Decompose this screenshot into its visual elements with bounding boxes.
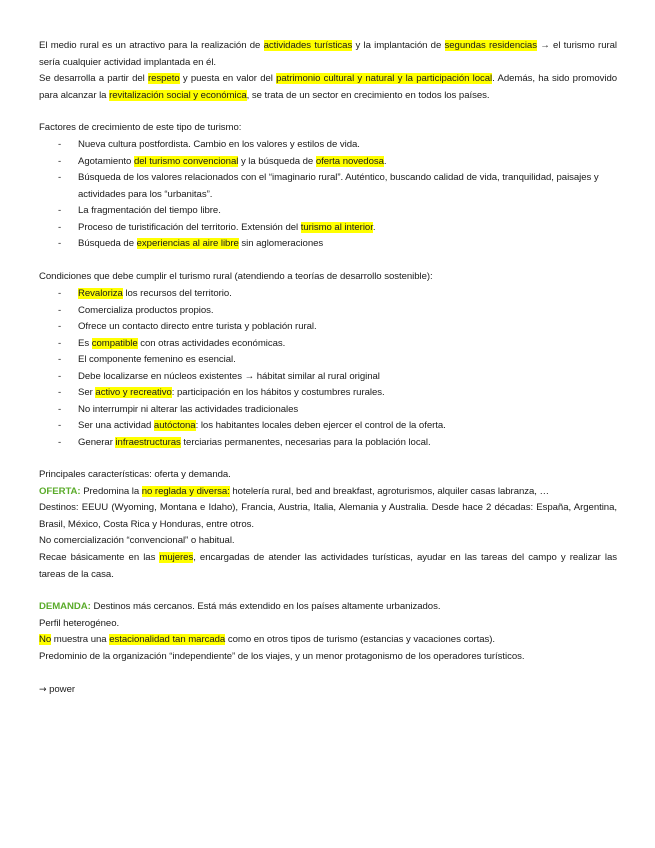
list-item <box>58 154 618 171</box>
list-item <box>58 203 618 220</box>
highlighted-text: infraestructuras <box>115 436 181 448</box>
highlighted-text: estacionalidad tan marcada <box>109 634 226 645</box>
list-item-text <box>78 220 618 237</box>
list-item <box>58 303 618 320</box>
text-segment: . <box>372 221 376 233</box>
text-segment: . Además, ha sido promovido para alcanzar la <box>39 73 618 101</box>
list-item-text <box>78 303 618 320</box>
oferta-line <box>81 486 550 497</box>
demanda-predominio: Predominio de la organización “independiente” de los viajes, y un menor protagonismo de los operadores turísticos. <box>39 651 525 662</box>
text-segment: La fragmentación del tiempo libre. <box>78 205 221 216</box>
highlighted-text: activo y recreativo <box>95 387 172 398</box>
text-segment: Predomina la <box>80 486 142 497</box>
bullet-dash: - <box>58 403 62 415</box>
text-segment: Ser <box>78 387 96 398</box>
text-segment: , encargadas de atender las actividades turísticas, ayudar en las tareas del campo y realizar las tareas de la casa. <box>39 552 617 580</box>
intro-paragraph-1 <box>39 38 617 71</box>
bullet-dash: - <box>58 221 62 233</box>
list-item <box>58 418 618 435</box>
text-segment: Debe localizarse en núcleos existentes → hábitat similar al rural original <box>78 370 380 382</box>
highlighted-text: Revaloriza <box>78 288 123 299</box>
arrow-right-icon: → <box>39 685 47 695</box>
highlighted-text: autóctona <box>153 420 196 431</box>
text-segment: con otras actividades económicas. <box>137 337 286 349</box>
text-segment: Ofrece un contacto directo entre turista y población rural. <box>78 321 317 332</box>
demanda-estacionalidad <box>39 632 617 649</box>
bullet-dash: - <box>58 304 62 316</box>
bullet-dash: - <box>58 370 62 382</box>
bullet-dash: - <box>58 155 62 167</box>
list-item-text <box>78 435 618 452</box>
highlighted-text: turismo al interior <box>300 221 373 233</box>
highlighted-text: patrimonio cultural y natural y la participación local <box>276 73 493 84</box>
list-item <box>58 286 618 303</box>
list-item <box>58 402 618 419</box>
factores-heading: Factores de crecimiento de este tipo de turismo: <box>39 122 242 133</box>
intro-paragraph-2 <box>39 71 617 104</box>
highlighted-text: segundas residencias <box>444 40 537 51</box>
list-item <box>58 435 618 452</box>
list-item <box>58 352 618 369</box>
text-segment: , se trata de un sector en crecimiento en todos los países. <box>246 89 490 101</box>
list-item-text <box>78 336 618 353</box>
text-segment: El medio rural es un atractivo para la realización de <box>39 40 264 51</box>
highlighted-text: respeto <box>147 73 180 84</box>
highlighted-text: mujeres <box>159 552 194 563</box>
highlighted-text: no reglada y diversa: <box>141 486 230 497</box>
list-item-text <box>78 286 618 303</box>
list-item <box>58 236 618 253</box>
bullet-dash: - <box>58 288 62 299</box>
highlighted-text: actividades turísticas <box>263 40 353 51</box>
text-segment: muestra una <box>51 634 110 645</box>
text-segment: y puesta en valor del <box>179 73 277 84</box>
bullet-dash: - <box>58 420 62 431</box>
text-segment: . <box>383 155 387 167</box>
list-item-text <box>78 319 618 336</box>
list-item-text <box>78 402 618 419</box>
text-segment: sin aglomeraciones <box>238 238 324 249</box>
highlighted-text: revitalización social y económica <box>109 89 247 101</box>
highlighted-text: compatible <box>91 337 138 349</box>
list-item-text <box>78 352 618 369</box>
bullet-dash: - <box>58 139 62 150</box>
text-segment: : participación en los hábitos y costumbres rurales. <box>171 387 385 398</box>
oferta-destinos: Destinos: EEUU (Wyoming, Montana e Idaho), Francia, Austria, Italia, Alemania y Australia. Desde hace 2 décadas: España, Argentina, Brasil, México, Costa Rica y Honduras, entre otros. <box>39 502 617 530</box>
condiciones-heading: Condiciones que debe cumplir el turismo rural (atendiendo a teorías de desarrollo sostenible): <box>39 271 433 282</box>
oferta-label: OFERTA: <box>39 486 81 497</box>
text-segment: Recae básicamente en las <box>39 552 160 563</box>
text-segment: y la implantación de <box>352 40 445 51</box>
text-segment: y la búsqueda de <box>238 155 316 167</box>
footer-note <box>39 682 617 699</box>
bullet-dash: - <box>58 354 62 365</box>
highlighted-text: experiencias al aire libre <box>136 238 239 249</box>
oferta-recae <box>39 550 617 583</box>
list-item <box>58 369 618 386</box>
footer-text: power <box>46 684 75 695</box>
list-item <box>58 170 618 203</box>
text-segment: Búsqueda de <box>78 238 137 249</box>
text-segment: hotelería rural, bed and breakfast, agroturismos, alquiler casas labranza, … <box>229 486 550 497</box>
list-item-text <box>78 203 618 220</box>
text-segment: los recursos del territorio. <box>122 288 232 299</box>
bullet-dash: - <box>58 337 62 349</box>
list-item <box>58 336 618 353</box>
bullet-dash: - <box>58 172 62 183</box>
text-segment: Nueva cultura postfordista. Cambio en los valores y estilos de vida. <box>78 139 360 150</box>
demanda-label: DEMANDA: <box>39 601 91 612</box>
list-item-text <box>78 154 618 171</box>
text-segment: → el turismo rural sería cualquier actividad implantada en él. <box>39 40 617 68</box>
text-segment: Proceso de turistificación del territorio. Extensión del <box>78 221 301 233</box>
text-segment: Se desarrolla a partir del <box>39 73 148 84</box>
text-segment: Ser una actividad <box>78 420 154 431</box>
highlighted-text: oferta novedosa <box>315 155 384 167</box>
text-segment: Generar <box>78 436 116 448</box>
demanda-perfil: Perfil heterogéneo. <box>39 618 120 629</box>
list-item <box>58 319 618 336</box>
text-segment: No interrumpir ni alterar las actividades tradicionales <box>78 403 299 415</box>
list-item-text <box>78 170 618 203</box>
text-segment: terciarias permanentes, necesarias para la población local. <box>180 436 431 448</box>
list-item-text <box>78 369 618 386</box>
highlighted-text: del turismo convencional <box>133 155 239 167</box>
bullet-dash: - <box>58 321 62 332</box>
demanda-paragraph <box>39 599 617 616</box>
bullet-dash: - <box>58 205 62 216</box>
text-segment: El componente femenino es esencial. <box>78 354 236 365</box>
list-item <box>58 137 618 154</box>
oferta-intro: Principales características: oferta y demanda. <box>39 469 231 480</box>
bullet-dash: - <box>58 238 62 249</box>
text-segment: como en otros tipos de turismo (estancias y vacaciones cortas). <box>225 634 496 645</box>
list-item-text <box>78 236 618 253</box>
list-item <box>58 385 618 402</box>
text-segment: Es <box>78 337 92 349</box>
list-item-text <box>78 137 618 154</box>
bullet-dash: - <box>58 387 62 398</box>
text-segment: Búsqueda de los valores relacionados con el “imaginario rural”. Auténtico, buscando calidad de vida, tranquilidad, paisajes y actividades para los “urbanitas”. <box>78 172 599 200</box>
list-item-text <box>78 418 618 435</box>
demanda-line: Destinos más cercanos. Está más extendido en los países altamente urbanizados. <box>90 601 441 612</box>
text-segment: Agotamiento <box>78 155 134 167</box>
oferta-no-comercializacion: No comercialización “convencional” o habitual. <box>39 535 235 546</box>
oferta-paragraph <box>39 484 617 501</box>
list-item-text <box>78 385 618 402</box>
bullet-dash: - <box>58 436 62 448</box>
text-segment: Comercializa productos propios. <box>78 304 214 316</box>
text-segment: : los habitantes locales deben ejercer el control de la oferta. <box>195 420 446 431</box>
highlighted-text: No <box>39 634 52 645</box>
list-item <box>58 220 618 237</box>
